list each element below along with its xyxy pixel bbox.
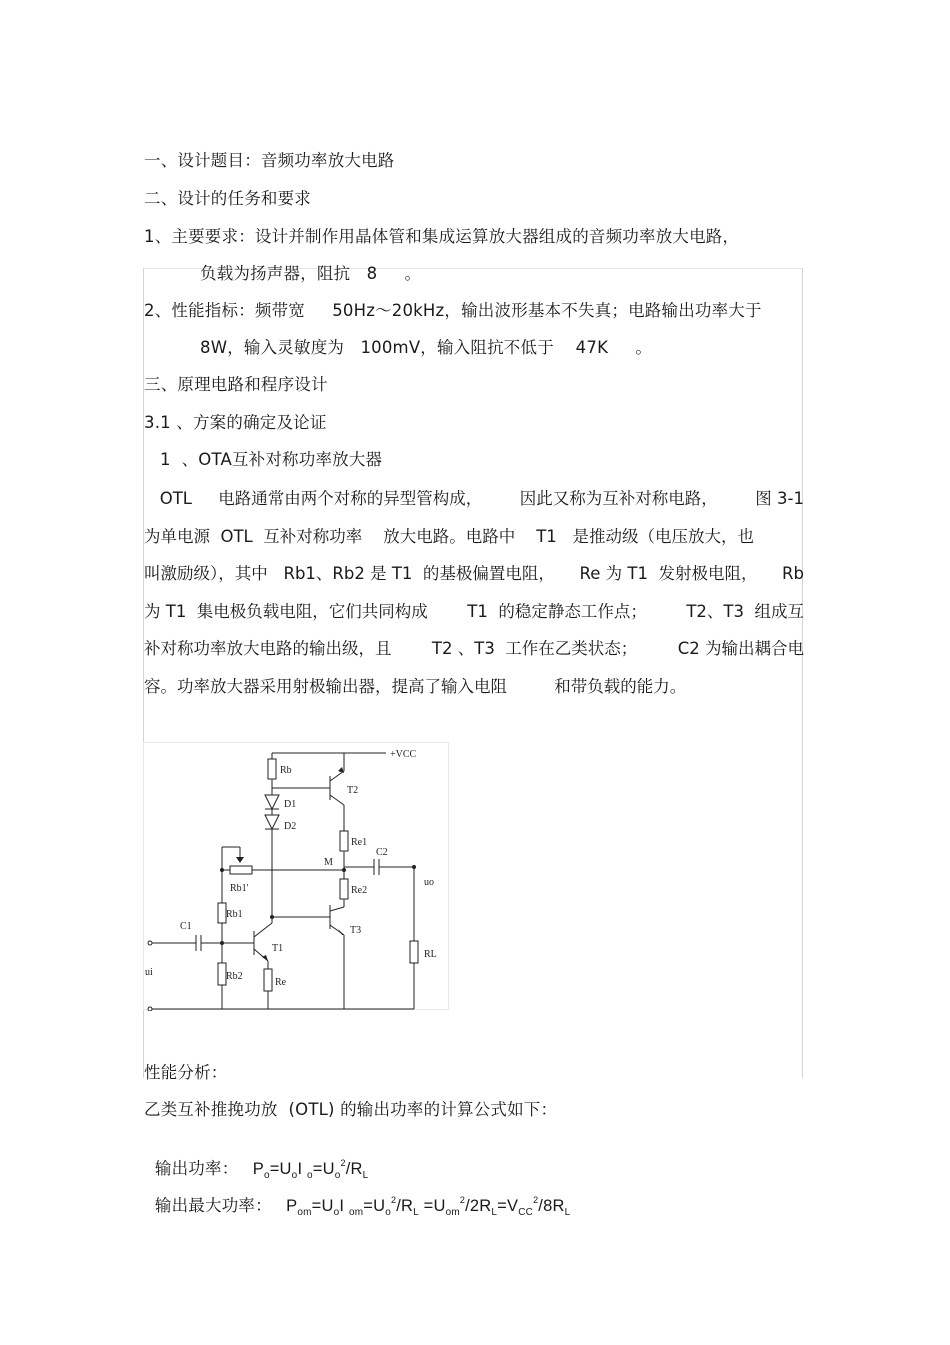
label-re2: Re2	[351, 885, 368, 896]
label-rb2: Rb2	[226, 971, 243, 982]
label-uo: uo	[424, 877, 434, 888]
label-t3: T3	[350, 925, 362, 936]
para-text: 为单电源 OTL 互补对称功率 放大电路。电路中 T1 是推动级（电压放大，也	[144, 526, 755, 546]
para-text: OTL 电路通常由两个对称的异型管构成，	[144, 489, 483, 508]
formula-body: $P_{om}=U_oI$ $_{om}=U_o^2/R_L =U_{om}^2/2R_L=V_{CC}^2/8R_L$	[271, 1195, 571, 1218]
otl-circuit-diagram	[143, 742, 449, 1010]
label-t1: T1	[272, 943, 284, 954]
label-c2: C2	[376, 847, 388, 858]
label-c1: C1	[180, 921, 192, 932]
analysis-heading: 性能分析：	[144, 1063, 228, 1082]
otl-description	[144, 480, 804, 705]
label-re: Re	[275, 977, 287, 988]
heading-task: 二、设计的任务和要求	[144, 189, 311, 208]
label-vcc: +VCC	[390, 749, 417, 760]
para-row	[144, 555, 804, 593]
label-d1: D1	[284, 799, 297, 810]
para-row	[144, 480, 804, 518]
label-d2: D2	[284, 821, 297, 832]
circuit-svg	[144, 743, 450, 1011]
label-rb1: Rb1	[226, 909, 243, 920]
formula-max-output-power	[144, 1173, 570, 1220]
para-text: T2 、T3 工作在乙类状态；	[431, 639, 638, 658]
formula-label: 输出最大功率：	[154, 1196, 272, 1215]
para-text: T2、T3 组成互	[686, 601, 804, 621]
label-rb1-prime: Rb1'	[230, 883, 249, 894]
heading-principle: 三、原理电路和程序设计	[144, 375, 328, 394]
label-rb: Rb	[280, 765, 292, 776]
requirement-performance-cont: 8W，输入灵敏度为 100mV，输入阻抗不低于 47K 。	[200, 338, 653, 357]
requirement-main-cont: 负载为扬声器，阻抗 8 。	[200, 264, 422, 283]
requirement-main: 1、主要要求：设计并制作用晶体管和集成运算放大器组成的音频功率放大电路，	[144, 227, 740, 246]
para-row	[144, 630, 804, 668]
para-text: 容。功率放大器采用射极输出器，提高了输入电阻 和带负载的能力。	[144, 676, 687, 696]
label-t2: T2	[347, 785, 359, 796]
para-row	[144, 668, 804, 706]
para-text: C2 为输出耦合电	[677, 639, 804, 658]
para-text: Re 为 T1 发射极电阻，	[579, 564, 758, 583]
formula-body: $P_o=U_oI$ $_o=U_o^2/R_L$	[238, 1158, 369, 1181]
para-text: 为 T1 集电极负载电阻，它们共同构成	[144, 601, 428, 621]
heading-3-1: 3.1 、方案的确定及论证	[144, 413, 327, 432]
para-text: Rb	[782, 564, 804, 583]
heading-topic: 一、设计题目：音频功率放大电路	[144, 151, 395, 170]
para-row	[144, 518, 804, 556]
formula-label: 输出功率：	[154, 1159, 239, 1178]
para-text: 因此又称为互补对称电路，	[519, 489, 718, 508]
para-text: 补对称功率放大电路的输出级，且	[144, 639, 392, 658]
analysis-intro: 乙类互补推挽功放 (OTL) 的输出功率的计算公式如下：	[144, 1100, 558, 1119]
label-rl: RL	[424, 949, 437, 960]
label-re1: Re1	[351, 837, 368, 848]
para-row	[144, 593, 804, 631]
para-text: T1 的稳定静态工作点；	[467, 601, 647, 621]
para-text: 图 3-1	[755, 489, 804, 508]
requirement-performance: 2、性能指标：频带宽 50Hz～20kHz，输出波形基本不失真；电路输出功率大于	[144, 301, 762, 320]
para-text: 叫激励级），其中 Rb1、Rb2 是 T1 的基极偏置电阻，	[144, 564, 555, 583]
label-m: M	[324, 857, 333, 868]
heading-ota: 1 、OTA互补对称功率放大器	[160, 450, 383, 469]
label-ui: ui	[145, 967, 153, 978]
